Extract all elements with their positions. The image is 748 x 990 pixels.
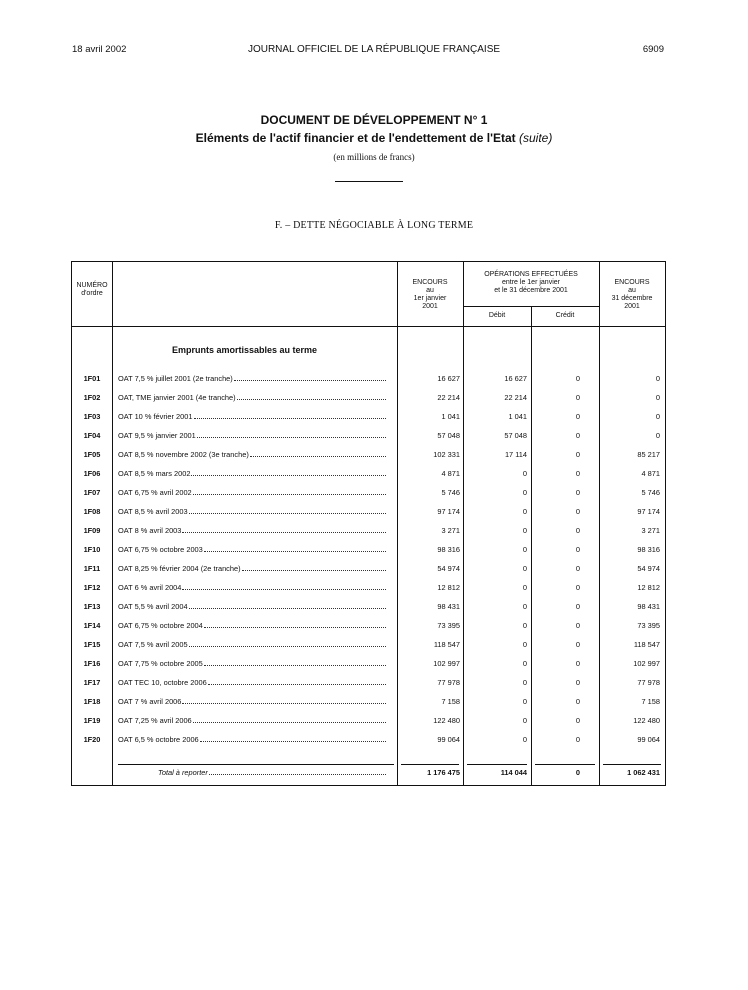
cell-encours-debut: 22 214: [437, 393, 460, 402]
row-label: OAT 5,5 % avril 2004: [118, 602, 188, 611]
operations-subheader-rule: [463, 306, 599, 307]
cell-credit: 0: [575, 412, 580, 421]
leader-dots: [182, 583, 386, 590]
cell-encours-fin: 73 395: [637, 621, 660, 630]
table-row: [72, 559, 665, 578]
cell-credit: 0: [575, 450, 580, 459]
cell-debit: 16 627: [504, 374, 527, 383]
leader-dots: [191, 469, 386, 476]
table-row: [72, 540, 665, 559]
document-subtitle-text: Eléments de l'actif financier et de l'endettement de l'Etat: [195, 131, 516, 145]
cell-encours-debut: 54 974: [437, 564, 460, 573]
cell-encours-fin: 97 174: [637, 507, 660, 516]
units-note: (en millions de francs): [333, 152, 415, 162]
cell-encours-fin: 0: [655, 393, 660, 402]
cell-credit: 0: [575, 507, 580, 516]
total-row: [72, 763, 665, 782]
row-label: OAT 6,75 % avril 2002: [118, 488, 192, 497]
cell-credit: 0: [575, 469, 580, 478]
header-encours-line: ENCOURS: [412, 279, 448, 286]
row-label: OAT 7,5 % juillet 2001 (2e tranche): [118, 374, 233, 383]
cell-encours-fin: 102 997: [633, 659, 660, 668]
cell-encours-debut: 73 395: [437, 621, 460, 630]
cell-encours-fin: 3 271: [641, 526, 660, 535]
total-encours-fin: 1 062 431: [627, 768, 660, 777]
row-label-cell: [118, 583, 388, 592]
row-number: 1F20: [83, 735, 101, 744]
leader-dots: [189, 507, 386, 514]
cell-debit: 17 114: [504, 450, 527, 459]
row-number: 1F11: [83, 564, 101, 573]
row-label-cell: [118, 431, 388, 440]
row-label: OAT 7 % avril 2006: [118, 697, 182, 706]
cell-encours-debut: 122 480: [433, 716, 460, 725]
cell-encours-debut: 5 746: [441, 488, 460, 497]
cell-debit: 0: [522, 545, 527, 554]
table-row: [72, 673, 665, 692]
leader-dots: [208, 678, 386, 685]
header-encours-line: au: [426, 287, 434, 294]
row-label-cell: [118, 678, 388, 687]
cell-credit: 0: [575, 564, 580, 573]
total-debit: 114 044: [500, 768, 527, 777]
header-encours-line: 1er janvier: [413, 295, 447, 302]
cell-credit: 0: [575, 374, 580, 383]
cell-credit: 0: [575, 583, 580, 592]
row-label-cell: [118, 488, 388, 497]
cell-debit: 0: [522, 507, 527, 516]
cell-credit: 0: [575, 431, 580, 440]
cell-encours-debut: 98 431: [437, 602, 460, 611]
row-number: 1F15: [83, 640, 101, 649]
leader-dots: [242, 564, 386, 571]
document-subtitle: [0, 131, 748, 145]
cell-debit: 0: [522, 640, 527, 649]
table-row: [72, 711, 665, 730]
row-label: OAT 7,25 % avril 2006: [118, 716, 192, 725]
leader-dots: [204, 545, 386, 552]
table-row: [72, 635, 665, 654]
row-number: 1F17: [83, 678, 101, 687]
cell-encours-fin: 0: [655, 374, 660, 383]
row-label-cell: [118, 526, 388, 535]
cell-debit: 0: [522, 469, 527, 478]
table-subheading: Emprunts amortissables au terme: [172, 345, 318, 355]
title-divider: [335, 181, 403, 182]
cell-encours-debut: 102 997: [433, 659, 460, 668]
row-label: OAT 8,5 % mars 2002: [118, 469, 191, 478]
table-row: [72, 369, 665, 388]
leader-dots: [204, 659, 386, 666]
cell-encours-fin: 5 746: [641, 488, 660, 497]
table-row: [72, 521, 665, 540]
table-row: [72, 483, 665, 502]
cell-encours-fin: 85 217: [637, 450, 660, 459]
table-row: [72, 654, 665, 673]
table-row: [72, 464, 665, 483]
row-number: 1F08: [83, 507, 101, 516]
cell-credit: 0: [575, 640, 580, 649]
row-label: OAT 6,75 % octobre 2003: [118, 545, 203, 554]
cell-encours-fin: 99 064: [637, 735, 660, 744]
row-label-cell: [118, 450, 388, 459]
row-number: 1F19: [83, 716, 101, 725]
document-subtitle-suffix: (suite): [518, 131, 553, 145]
cell-credit: 0: [575, 659, 580, 668]
table-row: [72, 616, 665, 635]
total-credit: 0: [575, 768, 580, 777]
cell-encours-fin: 98 431: [637, 602, 660, 611]
row-number: 1F18: [83, 697, 101, 706]
header-encours-line: 2001: [422, 303, 438, 310]
table-row: [72, 597, 665, 616]
row-label: OAT 8,5 % avril 2003: [118, 507, 188, 516]
table-row: [72, 502, 665, 521]
header-journal-title: JOURNAL OFFICIEL DE LA RÉPUBLIQUE FRANÇAISE: [247, 44, 501, 55]
table-row: [72, 445, 665, 464]
cell-debit: 0: [522, 621, 527, 630]
total-encours-debut: 1 176 475: [427, 768, 460, 777]
cell-encours-fin: 0: [655, 431, 660, 440]
leader-dots: [182, 526, 386, 533]
row-number: 1F13: [83, 602, 101, 611]
cell-debit: 0: [522, 659, 527, 668]
table-row: [72, 407, 665, 426]
cell-encours-fin: 54 974: [637, 564, 660, 573]
cell-encours-fin: 77 978: [637, 678, 660, 687]
header-encours-fin: [599, 279, 665, 311]
table-row: [72, 578, 665, 597]
cell-credit: 0: [575, 621, 580, 630]
header-numero-line: NUMÉRO: [76, 282, 108, 289]
cell-debit: 0: [522, 697, 527, 706]
row-label-cell: [118, 564, 388, 573]
row-label: OAT 6,5 % octobre 2006: [118, 735, 199, 744]
leader-dots: [209, 768, 386, 775]
cell-debit: 1 041: [508, 412, 527, 421]
header-encours-fin-line: 2001: [624, 303, 640, 310]
cell-credit: 0: [575, 697, 580, 706]
cell-encours-fin: 118 547: [633, 640, 660, 649]
cell-debit: 0: [522, 526, 527, 535]
leader-dots: [189, 602, 386, 609]
leader-dots: [194, 412, 387, 419]
cell-encours-fin: 7 158: [641, 697, 660, 706]
cell-encours-fin: 0: [655, 412, 660, 421]
cell-debit: 0: [522, 583, 527, 592]
cell-encours-debut: 102 331: [433, 450, 460, 459]
row-number: 1F07: [83, 488, 101, 497]
row-label: OAT, TME janvier 2001 (4e tranche): [118, 393, 236, 402]
row-number: 1F02: [83, 393, 101, 402]
header-operations-line: et le 31 décembre 2001: [494, 287, 568, 294]
row-number: 1F14: [83, 621, 101, 630]
cell-encours-debut: 16 627: [437, 374, 460, 383]
cell-credit: 0: [575, 678, 580, 687]
row-label: OAT 10 % février 2001: [118, 412, 193, 421]
cell-encours-debut: 4 871: [441, 469, 460, 478]
row-label: OAT 7,5 % avril 2005: [118, 640, 188, 649]
header-encours-fin-line: 31 décembre: [611, 295, 653, 302]
total-label: Total à reporter: [158, 768, 208, 777]
row-label-cell: [118, 602, 388, 611]
row-label-cell: [118, 621, 388, 630]
cell-encours-fin: 98 316: [637, 545, 660, 554]
cell-credit: 0: [575, 716, 580, 725]
header-credit: Crédit: [555, 312, 575, 319]
row-number: 1F09: [83, 526, 101, 535]
total-label-cell: [118, 768, 388, 777]
debt-table: [71, 261, 666, 786]
row-label: OAT 6 % avril 2004: [118, 583, 182, 592]
leader-dots: [189, 640, 386, 647]
leader-dots: [182, 697, 386, 704]
header-encours-debut: [397, 279, 463, 311]
cell-encours-debut: 7 158: [441, 697, 460, 706]
cell-debit: 0: [522, 735, 527, 744]
row-label-cell: [118, 697, 388, 706]
cell-credit: 0: [575, 488, 580, 497]
row-label-cell: [118, 412, 388, 421]
row-label-cell: [118, 716, 388, 725]
row-label-cell: [118, 545, 388, 554]
row-number: 1F03: [83, 412, 101, 421]
header-operations: [463, 271, 599, 295]
row-number: 1F12: [83, 583, 101, 592]
cell-encours-debut: 118 547: [433, 640, 460, 649]
row-label: OAT TEC 10, octobre 2006: [118, 678, 207, 687]
cell-encours-debut: 12 812: [437, 583, 460, 592]
header-date: 18 avril 2002: [72, 44, 127, 55]
cell-credit: 0: [575, 735, 580, 744]
row-number: 1F01: [83, 374, 101, 383]
row-label: OAT 8,25 % février 2004 (2e tranche): [118, 564, 241, 573]
row-label-cell: [118, 374, 388, 383]
row-number: 1F05: [83, 450, 101, 459]
section-heading: F. – DETTE NÉGOCIABLE À LONG TERME: [274, 220, 474, 231]
leader-dots: [193, 716, 386, 723]
header-encours-fin-line: au: [628, 287, 636, 294]
header-encours-fin-line: ENCOURS: [614, 279, 650, 286]
table-row: [72, 426, 665, 445]
row-number: 1F16: [83, 659, 101, 668]
cell-encours-fin: 4 871: [641, 469, 660, 478]
cell-debit: 0: [522, 678, 527, 687]
leader-dots: [197, 431, 386, 438]
cell-encours-fin: 12 812: [637, 583, 660, 592]
header-debit: Débit: [488, 312, 506, 319]
row-number: 1F04: [83, 431, 101, 440]
row-label-cell: [118, 469, 388, 478]
cell-credit: 0: [575, 393, 580, 402]
cell-debit: 0: [522, 716, 527, 725]
leader-dots: [250, 450, 386, 457]
cell-encours-debut: 97 174: [437, 507, 460, 516]
cell-credit: 0: [575, 526, 580, 535]
leader-dots: [204, 621, 386, 628]
cell-debit: 57 048: [504, 431, 527, 440]
cell-credit: 0: [575, 545, 580, 554]
leader-dots: [193, 488, 386, 495]
table-row: [72, 388, 665, 407]
header-page-number: 6909: [642, 44, 664, 55]
document-title: DOCUMENT DE DÉVELOPPEMENT N° 1: [260, 113, 488, 127]
row-label-cell: [118, 393, 388, 402]
row-label-cell: [118, 640, 388, 649]
row-label: OAT 8,5 % novembre 2002 (3e tranche): [118, 450, 249, 459]
row-label: OAT 6,75 % octobre 2004: [118, 621, 203, 630]
cell-encours-debut: 1 041: [441, 412, 460, 421]
row-label-cell: [118, 659, 388, 668]
leader-dots: [237, 393, 386, 400]
row-label-cell: [118, 735, 388, 744]
row-label: OAT 8 % avril 2003: [118, 526, 182, 535]
row-number: 1F10: [83, 545, 101, 554]
cell-debit: 0: [522, 564, 527, 573]
leader-dots: [200, 735, 386, 742]
cell-encours-debut: 98 316: [437, 545, 460, 554]
row-label: OAT 9,5 % janvier 2001: [118, 431, 196, 440]
row-label-cell: [118, 507, 388, 516]
header-operations-line: entre le 1er janvier: [502, 279, 560, 286]
cell-encours-debut: 57 048: [437, 431, 460, 440]
header-bottom-rule: [72, 326, 665, 327]
cell-encours-fin: 122 480: [633, 716, 660, 725]
cell-encours-debut: 99 064: [437, 735, 460, 744]
row-number: 1F06: [83, 469, 101, 478]
cell-encours-debut: 3 271: [441, 526, 460, 535]
cell-debit: 0: [522, 602, 527, 611]
header-operations-line: OPÉRATIONS EFFECTUÉES: [484, 271, 578, 278]
table-row: [72, 692, 665, 711]
leader-dots: [234, 374, 386, 381]
cell-debit: 0: [522, 488, 527, 497]
table-row: [72, 730, 665, 749]
cell-credit: 0: [575, 602, 580, 611]
cell-debit: 22 214: [504, 393, 527, 402]
cell-encours-debut: 77 978: [437, 678, 460, 687]
header-numero: [72, 282, 112, 298]
header-numero-line: d'ordre: [81, 290, 103, 297]
row-label: OAT 7,75 % octobre 2005: [118, 659, 203, 668]
